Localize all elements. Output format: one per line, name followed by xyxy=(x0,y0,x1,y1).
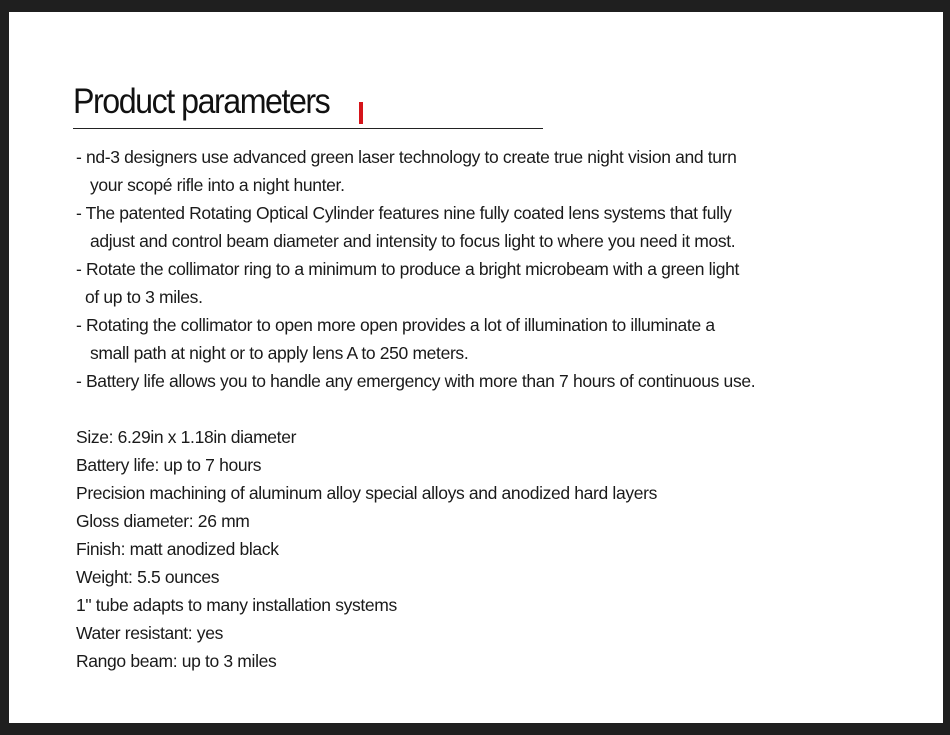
spec-line: Weight: 5.5 ounces xyxy=(76,567,220,587)
spec-line: Water resistant: yes xyxy=(76,623,223,643)
spec-line: Battery life: up to 7 hours xyxy=(76,455,262,475)
feature-line: - nd-3 designers use advanced green laser technology to create true night vision and turn xyxy=(76,147,737,167)
feature-line: - The patented Rotating Optical Cylinder features nine fully coated lens systems that fully xyxy=(76,203,732,223)
title-accent-bar xyxy=(359,102,363,124)
spec-line: Rango beam: up to 3 miles xyxy=(76,651,277,671)
spec-line: Size: 6.29in x 1.18in diameter xyxy=(76,427,297,447)
feature-line: - Battery life allows you to handle any emergency with more than 7 hours of continuous use. xyxy=(76,371,756,391)
spec-line: Gloss diameter: 26 mm xyxy=(76,511,250,531)
feature-line: - Rotate the collimator ring to a minimum to produce a bright microbeam with a green light xyxy=(76,259,739,279)
spec-line: 1" tube adapts to many installation systems xyxy=(76,595,397,615)
feature-line-continued: adjust and control beam diameter and intensity to focus light to where you need it most. xyxy=(90,231,736,251)
feature-line: - Rotating the collimator to open more open provides a lot of illumination to illuminate a xyxy=(76,315,715,335)
feature-line-continued: your scopé rifle into a night hunter. xyxy=(90,175,345,195)
page-title: Product parameters xyxy=(73,82,330,121)
spec-line: Precision machining of aluminum alloy special alloys and anodized hard layers xyxy=(76,483,658,503)
heading-block xyxy=(73,82,543,129)
description-body xyxy=(76,143,916,675)
feature-line-continued: of up to 3 miles. xyxy=(85,287,203,307)
spec-line: Finish: matt anodized black xyxy=(76,539,279,559)
feature-line-continued: small path at night or to apply lens A to 250 meters. xyxy=(90,343,469,363)
section-spacer xyxy=(76,395,916,423)
content-panel xyxy=(9,12,943,723)
